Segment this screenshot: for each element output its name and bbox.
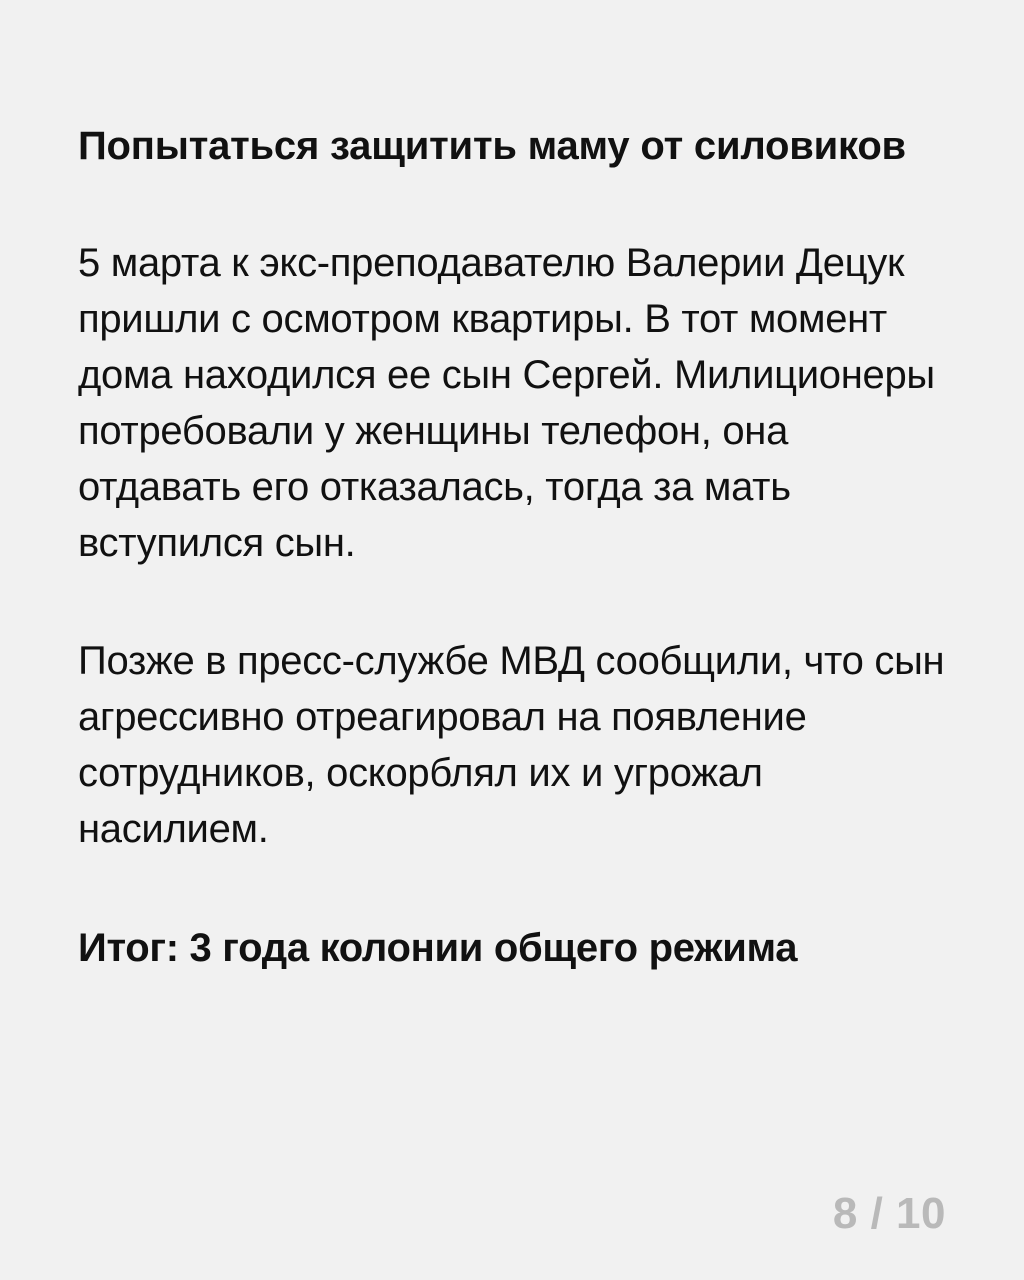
story-paragraph-2: Позже в пресс-службе МВД сообщили, что сын агрессивно отреагировал на появление сотрудников, оскорблял их и угрожал насилием. (78, 639, 945, 851)
story-heading: Попытаться защитить маму от силовиков (78, 124, 906, 168)
story-content (78, 117, 958, 977)
story-result: Итог: 3 года колонии общего режима (78, 926, 798, 970)
story-paragraph-1: 5 марта к экс-преподавателю Валерии Децук пришли с осмотром квартиры. В тот момент дома находился ее сын Сергей. Милиционеры потребовали у женщины телефон, она отдавать его отказалась, тогда за мать вступился сын. (78, 241, 935, 565)
page-indicator: 8 / 10 (832, 1189, 946, 1238)
